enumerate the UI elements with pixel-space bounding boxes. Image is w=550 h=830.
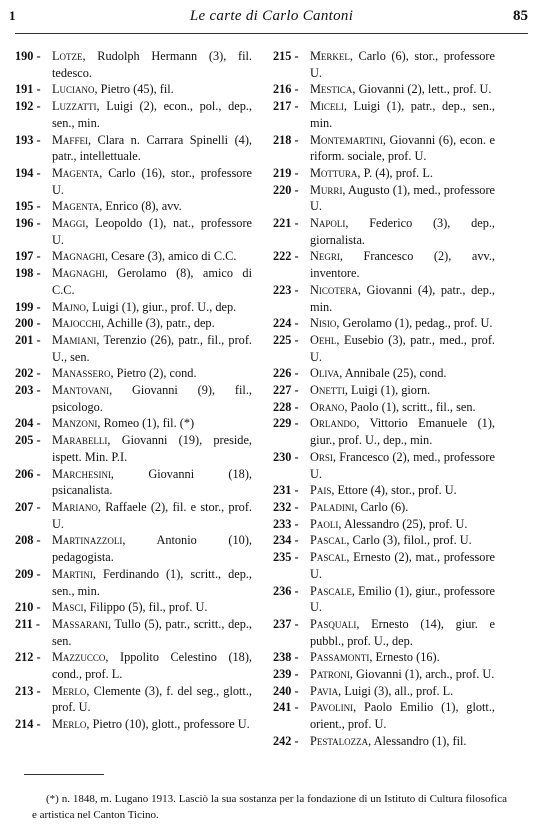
entry-surname: Magenta, bbox=[52, 199, 103, 214]
entry-surname: Oliva, bbox=[310, 366, 343, 381]
entry-surname: Magnaghi, bbox=[52, 249, 109, 264]
entry-surname: Murri, bbox=[310, 182, 346, 197]
entry-text: Pietro (45), fil. bbox=[97, 82, 174, 97]
running-title: Le carte di Carlo Cantoni bbox=[189, 8, 354, 24]
entry-number: 215 - bbox=[273, 49, 299, 63]
list-item bbox=[273, 532, 495, 549]
list-item bbox=[15, 248, 252, 265]
entry-number: 209 - bbox=[15, 566, 41, 581]
entry-number: 230 - bbox=[273, 449, 299, 464]
right-column bbox=[273, 48, 495, 750]
list-item bbox=[273, 733, 495, 750]
entry-surname: Paladini, bbox=[310, 499, 358, 514]
list-item bbox=[15, 81, 252, 98]
entry-number: 194 - bbox=[15, 165, 41, 180]
entry-number: 234 - bbox=[273, 533, 299, 548]
list-item bbox=[15, 265, 252, 298]
list-item bbox=[273, 516, 495, 533]
left-column bbox=[15, 48, 252, 733]
entry-surname: Marabelli, bbox=[52, 433, 111, 448]
list-item bbox=[15, 532, 252, 565]
entry-text: Carlo (6). bbox=[357, 499, 409, 514]
entry-number: 224 - bbox=[273, 316, 299, 331]
page-header bbox=[9, 8, 528, 30]
entry-number: 197 - bbox=[15, 249, 41, 264]
entry-surname: Pascal, bbox=[310, 550, 350, 565]
entry-surname: Pestalozza, bbox=[310, 733, 372, 748]
list-item bbox=[15, 98, 252, 131]
entry-surname: Merlo, bbox=[52, 717, 90, 732]
entry-text: Clara n. Carrara Spinelli (4), patr., intellettuale. bbox=[52, 132, 252, 164]
entry-number: 192 - bbox=[15, 99, 41, 114]
entry-text: Ernesto (14), giur. e pubbl., prof. U., dep. bbox=[310, 616, 495, 648]
list-item bbox=[15, 683, 252, 716]
entry-text: Giovanni (19), preside, ispett. Min. P.I. bbox=[52, 433, 252, 464]
entry-number: 237 - bbox=[273, 616, 299, 631]
list-item bbox=[273, 382, 495, 399]
list-item bbox=[15, 466, 252, 499]
entry-surname: Majno, bbox=[52, 299, 90, 314]
list-item bbox=[15, 415, 252, 432]
list-item bbox=[273, 699, 495, 732]
entry-number: 204 - bbox=[15, 416, 41, 431]
entry-text: Antonio (10), pedagogista. bbox=[52, 533, 252, 565]
entry-number: 214 - bbox=[15, 717, 41, 732]
list-item bbox=[273, 666, 495, 683]
entry-text: Alessandro (1), fil. bbox=[371, 733, 467, 748]
entry-surname: Merkel, bbox=[310, 49, 354, 63]
list-item bbox=[15, 215, 252, 248]
entry-number: 239 - bbox=[273, 667, 299, 682]
entry-surname: Napoli, bbox=[310, 216, 349, 231]
list-item bbox=[15, 299, 252, 316]
entry-number: 225 - bbox=[273, 332, 299, 347]
entry-text: Vittorio Emanuele (1), giur., prof. U., dep., min. bbox=[310, 416, 495, 448]
list-item bbox=[273, 449, 495, 482]
entry-text: Luigi (1), giur., prof. U., dep. bbox=[89, 299, 237, 314]
list-item bbox=[15, 332, 252, 365]
entry-text: Giovanni (2), lett., prof. U. bbox=[355, 82, 492, 97]
entry-text: Carlo (6), stor., professore U. bbox=[310, 49, 495, 80]
page-number: 85 bbox=[513, 8, 528, 24]
entry-text: P. (4), prof. L. bbox=[360, 165, 433, 180]
list-item bbox=[273, 683, 495, 700]
footnote-rule bbox=[24, 774, 104, 775]
entry-text: Filippo (5), fil., prof. U. bbox=[86, 600, 208, 615]
entry-surname: Maffei, bbox=[52, 132, 92, 147]
list-item bbox=[273, 415, 495, 448]
entry-text: Tullo (5), patr., scritt., dep., sen. bbox=[52, 616, 252, 648]
entry-number: 207 - bbox=[15, 499, 41, 514]
list-item bbox=[273, 616, 495, 649]
entry-text: Eusebio (3), patr., med., prof. U. bbox=[310, 332, 495, 364]
entry-surname: Mantovani, bbox=[52, 383, 113, 398]
entry-number: 208 - bbox=[15, 533, 41, 548]
entry-number: 219 - bbox=[273, 165, 299, 180]
list-item bbox=[15, 315, 252, 332]
list-item bbox=[15, 132, 252, 165]
entry-number: 196 - bbox=[15, 216, 41, 231]
entry-surname: Paoli, bbox=[310, 516, 342, 531]
entry-text: Romeo (1), fil. (*) bbox=[100, 416, 195, 431]
entry-surname: Pavia, bbox=[310, 683, 342, 698]
list-item bbox=[15, 566, 252, 599]
list-item bbox=[15, 48, 252, 81]
entry-text: Francesco (2), med., professore U. bbox=[310, 449, 495, 481]
entry-surname: Pavolini, bbox=[310, 700, 357, 715]
entry-text: Giovanni (9), fil., psicologo. bbox=[52, 383, 252, 414]
entry-text: Terenzio (26), patr., fil., prof. U., sen. bbox=[52, 332, 252, 364]
entry-number: 193 - bbox=[15, 132, 41, 147]
entry-number: 240 - bbox=[273, 683, 299, 698]
entry-surname: Magenta, bbox=[52, 165, 103, 180]
list-item bbox=[15, 382, 252, 415]
entry-surname: Lotze, bbox=[52, 49, 86, 63]
list-item bbox=[273, 81, 495, 98]
entry-number: 228 - bbox=[273, 399, 299, 414]
entry-surname: Pasquali, bbox=[310, 616, 360, 631]
entry-surname: Massarani, bbox=[52, 616, 112, 631]
entry-number: 206 - bbox=[15, 466, 41, 481]
entry-text: Clemente (3), f. del seg., glott., prof. U. bbox=[52, 683, 252, 715]
entry-text: Giovanni (1), arch., prof. U. bbox=[352, 667, 495, 682]
entry-text: Giovanni (6), econ. e riform. sociale, prof. U. bbox=[310, 132, 495, 164]
entry-text: Ippolito Celestino (18), cond., prof. L. bbox=[52, 650, 252, 682]
entry-text: Luigi (3), all., prof. L. bbox=[341, 683, 454, 698]
entry-text: Gerolamo (1), pedag., prof. U. bbox=[339, 316, 493, 331]
entry-surname: Mestica, bbox=[310, 82, 356, 97]
list-item bbox=[15, 499, 252, 532]
entry-surname: Majocchi, bbox=[52, 316, 105, 331]
list-item bbox=[15, 616, 252, 649]
entry-number: 216 - bbox=[273, 82, 299, 97]
entry-surname: Martinazzoli, bbox=[52, 533, 126, 548]
entry-surname: Onetti, bbox=[310, 383, 348, 398]
list-item bbox=[273, 215, 495, 248]
entry-surname: Manzoni, bbox=[52, 416, 101, 431]
entry-number: 205 - bbox=[15, 433, 41, 448]
list-item bbox=[273, 132, 495, 165]
entry-text: Federico (3), dep., giornalista. bbox=[310, 216, 495, 247]
entry-surname: Magnaghi, bbox=[52, 266, 109, 281]
entry-number: 235 - bbox=[273, 550, 299, 565]
entry-surname: Nicotera, bbox=[310, 282, 361, 297]
entry-surname: Passamonti, bbox=[310, 650, 373, 665]
entry-text: Annibale (25), cond. bbox=[342, 366, 447, 381]
entry-text: Ferdinando (1), scritt., dep., sen., min. bbox=[52, 566, 252, 598]
entry-text: Cesare (3), amico di C.C. bbox=[108, 249, 237, 264]
list-item bbox=[273, 499, 495, 516]
list-item bbox=[273, 583, 495, 616]
entry-number: 241 - bbox=[273, 700, 299, 715]
entry-text: Paolo (1), scritt., fil., sen. bbox=[347, 399, 476, 414]
list-item bbox=[273, 549, 495, 582]
list-item bbox=[273, 649, 495, 666]
entry-text: Pietro (10), glott., professore U. bbox=[89, 717, 250, 732]
list-item bbox=[15, 365, 252, 382]
list-item bbox=[273, 48, 495, 81]
entry-surname: Pascal, bbox=[310, 533, 350, 548]
entry-surname: Martini, bbox=[52, 566, 96, 581]
entry-number: 199 - bbox=[15, 299, 41, 314]
entry-text: Enrico (8), avv. bbox=[102, 199, 182, 214]
entry-surname: Patroni, bbox=[310, 667, 353, 682]
list-item bbox=[15, 716, 252, 733]
entry-surname: Maggi, bbox=[52, 216, 89, 231]
entry-number: 231 - bbox=[273, 483, 299, 498]
entry-surname: Mazzucco, bbox=[52, 650, 109, 665]
entry-surname: Orsi, bbox=[310, 449, 336, 464]
entry-text: Carlo (3), filol., prof. U. bbox=[349, 533, 472, 548]
entry-text: Leopoldo (1), nat., professore U. bbox=[52, 216, 252, 247]
entry-number: 242 - bbox=[273, 733, 299, 748]
list-item bbox=[273, 248, 495, 281]
entry-surname: Orlando, bbox=[310, 416, 360, 431]
header-rule bbox=[15, 33, 528, 34]
entry-number: 227 - bbox=[273, 383, 299, 398]
entry-number: 232 - bbox=[273, 499, 299, 514]
entry-surname: Merlo, bbox=[52, 683, 90, 698]
entry-text: Carlo (16), stor., professore U. bbox=[52, 165, 252, 197]
entry-number: 229 - bbox=[273, 416, 299, 431]
entry-surname: Oehl, bbox=[310, 332, 340, 347]
entry-text: Ettore (4), stor., prof. U. bbox=[334, 483, 457, 498]
list-item bbox=[273, 365, 495, 382]
entry-surname: Nisio, bbox=[310, 316, 340, 331]
entry-text: Emilio (1), giur., professore U. bbox=[310, 583, 495, 615]
entry-surname: Orano, bbox=[310, 399, 348, 414]
entry-text: Paolo Emilio (1), glott., orient., prof. U. bbox=[310, 700, 495, 732]
entry-number: 233 - bbox=[273, 516, 299, 531]
entry-number: 198 - bbox=[15, 266, 41, 281]
list-item bbox=[273, 482, 495, 499]
list-item bbox=[273, 332, 495, 365]
list-item bbox=[273, 165, 495, 182]
entry-text: Ernesto (16). bbox=[372, 650, 440, 665]
list-item bbox=[15, 599, 252, 616]
entry-number: 236 - bbox=[273, 583, 299, 598]
list-item bbox=[273, 282, 495, 315]
entry-text: Francesco (2), avv., inventore. bbox=[310, 249, 495, 281]
entry-surname: Miceli, bbox=[310, 99, 348, 114]
entry-surname: Mariano, bbox=[52, 499, 102, 514]
entry-number: 220 - bbox=[273, 182, 299, 197]
entry-text: Achille (3), patr., dep. bbox=[104, 316, 215, 331]
list-item bbox=[15, 165, 252, 198]
entry-text: Giovanni (18), psicanalista. bbox=[52, 466, 252, 498]
entry-surname: Pascale, bbox=[310, 583, 355, 598]
entry-text: Pietro (2), cond. bbox=[113, 366, 197, 381]
entry-text: Augusto (1), med., professore U. bbox=[310, 182, 495, 214]
entry-surname: Mottura, bbox=[310, 165, 361, 180]
entry-number: 226 - bbox=[273, 366, 299, 381]
list-item bbox=[273, 315, 495, 332]
header-mark: 1 bbox=[9, 8, 16, 23]
list-item bbox=[273, 182, 495, 215]
entry-number: 217 - bbox=[273, 99, 299, 114]
entry-number: 223 - bbox=[273, 282, 299, 297]
entry-number: 221 - bbox=[273, 216, 299, 231]
entry-surname: Masci, bbox=[52, 600, 87, 615]
entry-surname: Luciano, bbox=[52, 82, 98, 97]
list-item bbox=[15, 432, 252, 465]
entry-surname: Negri, bbox=[310, 249, 343, 264]
entry-number: 203 - bbox=[15, 383, 41, 398]
entry-number: 191 - bbox=[15, 82, 41, 97]
entry-number: 195 - bbox=[15, 199, 41, 214]
list-item bbox=[273, 98, 495, 131]
list-item bbox=[15, 198, 252, 215]
entry-text: Giovanni (4), patr., dep., min. bbox=[310, 282, 495, 314]
entry-surname: Montemartini, bbox=[310, 132, 386, 147]
entry-text: Rudolph Hermann (3), fil. tedesco. bbox=[52, 49, 252, 80]
entry-text: Luigi (1), patr., dep., sen., min. bbox=[310, 99, 495, 130]
entry-number: 213 - bbox=[15, 683, 41, 698]
list-item bbox=[273, 399, 495, 416]
entry-number: 211 - bbox=[15, 616, 40, 631]
entry-number: 210 - bbox=[15, 600, 41, 615]
entry-number: 238 - bbox=[273, 650, 299, 665]
entry-number: 200 - bbox=[15, 316, 41, 331]
entry-number: 202 - bbox=[15, 366, 41, 381]
entry-number: 222 - bbox=[273, 249, 299, 264]
entry-surname: Luzzatti, bbox=[52, 99, 100, 114]
entry-text: Gerolamo (8), amico di C.C. bbox=[52, 266, 252, 297]
entry-surname: Mamiani, bbox=[52, 332, 100, 347]
entry-surname: Manassero, bbox=[52, 366, 114, 381]
entry-number: 190 - bbox=[15, 49, 41, 63]
entry-surname: Pais, bbox=[310, 483, 335, 498]
entry-text: Luigi (2), econ., pol., dep., sen., min. bbox=[52, 99, 252, 130]
entry-text: Raffaele (2), fil. e stor., prof. U. bbox=[52, 499, 252, 531]
footnote: (*) n. 1848, m. Lugano 1913. Lasciò la sua sostanza per la fondazione di un Istituto di Cultura filosofica e artistica nel Canton Ticino. bbox=[32, 793, 507, 821]
entry-number: 212 - bbox=[15, 650, 41, 665]
entry-text: Ernesto (2), mat., professore U. bbox=[310, 550, 495, 581]
entry-number: 218 - bbox=[273, 132, 299, 147]
list-item bbox=[15, 649, 252, 682]
entry-number: 201 - bbox=[15, 332, 41, 347]
entry-surname: Marchesini, bbox=[52, 466, 115, 481]
entry-text: Alessandro (25), prof. U. bbox=[341, 516, 468, 531]
entry-text: Luigi (1), giorn. bbox=[347, 383, 431, 398]
